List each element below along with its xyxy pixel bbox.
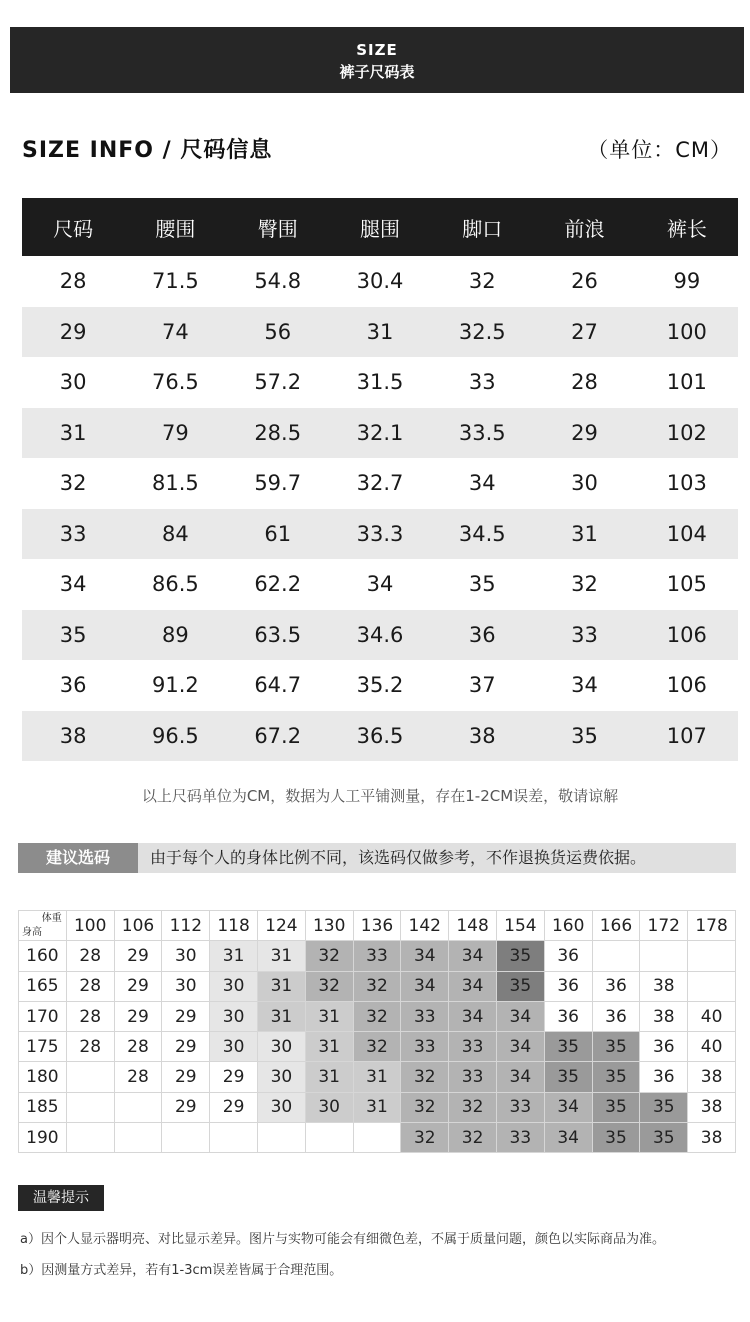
size-cell: 30 xyxy=(571,471,598,496)
size-cell: 71.5 xyxy=(152,269,199,294)
grid-cell: 34 xyxy=(449,941,497,971)
grid-cell: 31 xyxy=(305,1062,353,1092)
grid-cell: 30 xyxy=(210,971,258,1001)
grid-cell: 33 xyxy=(449,1062,497,1092)
grid-cell: 29 xyxy=(162,1032,210,1062)
grid-cell: 34 xyxy=(496,1062,544,1092)
grid-cell: 36 xyxy=(640,1032,688,1062)
grid-weight-header: 142 xyxy=(401,911,449,941)
grid-height-header: 175 xyxy=(19,1032,67,1062)
size-cell: 30 xyxy=(59,370,87,395)
grid-cell: 34 xyxy=(544,1092,592,1122)
grid-cell: 31 xyxy=(305,1001,353,1031)
grid-cell: 34 xyxy=(449,1001,497,1031)
grid-weight-header: 100 xyxy=(66,911,114,941)
grid-cell: 29 xyxy=(210,1062,258,1092)
size-cell: 35 xyxy=(22,610,124,661)
grid-cell: 30 xyxy=(257,1062,305,1092)
grid-row xyxy=(19,1062,736,1092)
grid-cell: 32 xyxy=(305,941,353,971)
grid-row xyxy=(19,1001,736,1031)
size-cell: 36 xyxy=(431,610,533,661)
grid-cell: 30 xyxy=(210,1001,258,1031)
size-cell: 104 xyxy=(636,509,738,560)
tip-a: a）因个人显示器明亮、对比显示差异。图片与实物可能会有细微色差，不属于质量问题，颜色以实际商品为准。 xyxy=(20,1232,665,1247)
grid-cell: 28 xyxy=(66,1001,114,1031)
grid-cell: 30 xyxy=(210,1032,258,1062)
grid-cell xyxy=(66,1123,114,1153)
grid-cell: 32 xyxy=(449,1123,497,1153)
grid-cell xyxy=(688,941,736,971)
grid-cell: 32 xyxy=(353,971,401,1001)
size-cell: 33.5 xyxy=(431,408,533,459)
size-cell: 32.7 xyxy=(356,471,404,496)
grid-cell: 33 xyxy=(449,1032,497,1062)
size-cell: 37 xyxy=(468,673,496,698)
grid-cell: 31 xyxy=(257,971,305,1001)
grid-cell: 30 xyxy=(305,1092,353,1122)
grid-height-header: 180 xyxy=(19,1062,67,1092)
grid-cell xyxy=(353,1123,401,1153)
size-cell: 28 xyxy=(59,269,87,294)
grid-cell: 32 xyxy=(353,1032,401,1062)
grid-weight-header: 124 xyxy=(257,911,305,941)
grid-cell: 40 xyxy=(688,1032,736,1062)
size-cell: 100 xyxy=(636,307,738,358)
grid-cell: 28 xyxy=(66,1032,114,1062)
grid-cell: 28 xyxy=(114,1032,162,1062)
size-cell: 101 xyxy=(666,370,707,395)
size-cell: 29 xyxy=(22,307,124,358)
grid-cell: 36 xyxy=(544,941,592,971)
grid-cell: 36 xyxy=(640,1062,688,1092)
size-row xyxy=(22,357,738,408)
grid-weight-header: 178 xyxy=(688,911,736,941)
size-cell: 62.2 xyxy=(254,572,302,597)
grid-cell: 35 xyxy=(592,1123,640,1153)
grid-weight-header: 172 xyxy=(640,911,688,941)
size-cell: 105 xyxy=(666,572,707,597)
grid-cell: 38 xyxy=(640,1001,688,1031)
grid-cell: 30 xyxy=(257,1032,305,1062)
grid-row xyxy=(19,941,736,971)
grid-cell: 33 xyxy=(496,1123,544,1153)
grid-cell: 34 xyxy=(401,971,449,1001)
tips-label: 温馨提示 xyxy=(18,1185,104,1211)
grid-cell: 35 xyxy=(592,1032,640,1062)
grid-cell: 32 xyxy=(401,1062,449,1092)
grid-cell xyxy=(114,1092,162,1122)
grid-cell: 29 xyxy=(162,1001,210,1031)
size-cell: 106 xyxy=(666,673,707,698)
grid-cell: 28 xyxy=(66,941,114,971)
size-cell: 91.2 xyxy=(152,673,199,698)
size-cell: 27 xyxy=(533,307,635,358)
height-axis-label: 身高 xyxy=(22,927,42,939)
size-table xyxy=(22,198,738,761)
size-cell: 96.5 xyxy=(124,711,226,762)
size-cell: 81.5 xyxy=(152,471,199,496)
grid-cell: 31 xyxy=(353,1092,401,1122)
size-cell: 30.4 xyxy=(356,269,404,294)
grid-cell: 31 xyxy=(257,1001,305,1031)
size-cell: 102 xyxy=(636,408,738,459)
grid-cell: 35 xyxy=(592,1092,640,1122)
grid-cell: 31 xyxy=(305,1032,353,1062)
size-cell: 34.6 xyxy=(329,610,431,661)
size-cell: 38 xyxy=(22,711,124,762)
grid-cell: 38 xyxy=(640,971,688,1001)
grid-weight-header: 130 xyxy=(305,911,353,941)
grid-weight-header: 166 xyxy=(592,911,640,941)
grid-cell: 33 xyxy=(401,1001,449,1031)
size-row xyxy=(22,509,738,560)
grid-cell: 36 xyxy=(544,1001,592,1031)
grid-cell: 32 xyxy=(353,1001,401,1031)
grid-cell: 31 xyxy=(353,1062,401,1092)
size-row xyxy=(22,256,738,307)
size-cell: 33 xyxy=(533,610,635,661)
size-cell: 32 xyxy=(571,572,598,597)
size-cell: 31 xyxy=(22,408,124,459)
size-cell: 89 xyxy=(124,610,226,661)
grid-cell: 28 xyxy=(114,1062,162,1092)
size-cell: 35.2 xyxy=(356,673,404,698)
grid-cell: 30 xyxy=(257,1092,305,1122)
grid-cell: 34 xyxy=(496,1001,544,1031)
grid-cell: 29 xyxy=(114,971,162,1001)
size-col-header: 腰围 xyxy=(124,198,226,256)
size-cell: 34 xyxy=(366,572,394,597)
tip-b: b）因测量方式差异，若有1-3cm误差皆属于合理范围。 xyxy=(20,1263,343,1278)
size-row xyxy=(22,559,738,610)
size-col-header: 裤长 xyxy=(636,198,738,256)
size-cell: 34 xyxy=(59,572,87,597)
size-cell: 64.7 xyxy=(254,673,302,698)
size-cell: 59.7 xyxy=(254,471,302,496)
grid-weight-header: 148 xyxy=(449,911,497,941)
grid-height-header: 170 xyxy=(19,1001,67,1031)
grid-cell: 35 xyxy=(640,1123,688,1153)
banner-title-cn: 裤子尺码表 xyxy=(339,63,415,81)
size-cell: 32.1 xyxy=(329,408,431,459)
size-cell: 32 xyxy=(59,471,87,496)
grid-row xyxy=(19,1032,736,1062)
banner-title-en: SIZE xyxy=(356,41,398,59)
section-heading: SIZE INFO / 尺码信息 xyxy=(22,138,273,163)
size-cell: 36.5 xyxy=(329,711,431,762)
grid-cell: 40 xyxy=(688,1001,736,1031)
title-banner xyxy=(10,27,744,93)
size-cell: 32 xyxy=(468,269,496,294)
size-col-header: 臀围 xyxy=(227,198,329,256)
grid-cell: 38 xyxy=(688,1123,736,1153)
grid-cell xyxy=(210,1123,258,1153)
size-cell: 29 xyxy=(533,408,635,459)
size-table-header xyxy=(22,198,738,256)
grid-cell: 35 xyxy=(496,941,544,971)
grid-weight-header: 154 xyxy=(496,911,544,941)
grid-cell: 32 xyxy=(305,971,353,1001)
size-cell: 107 xyxy=(636,711,738,762)
grid-weight-header: 136 xyxy=(353,911,401,941)
grid-cell: 33 xyxy=(496,1092,544,1122)
size-cell: 67.2 xyxy=(227,711,329,762)
grid-cell xyxy=(162,1123,210,1153)
grid-cell: 34 xyxy=(544,1123,592,1153)
grid-corner xyxy=(19,911,67,941)
grid-cell: 32 xyxy=(401,1092,449,1122)
size-cell: 103 xyxy=(666,471,707,496)
unit-label: （单位：CM） xyxy=(587,138,732,162)
recommend-label: 建议选码 xyxy=(18,843,138,873)
grid-cell: 30 xyxy=(162,971,210,1001)
size-cell: 61 xyxy=(227,509,329,560)
grid-cell xyxy=(66,1062,114,1092)
size-cell: 31 xyxy=(533,509,635,560)
size-cell: 79 xyxy=(124,408,226,459)
size-cell: 74 xyxy=(124,307,226,358)
size-cell: 33 xyxy=(468,370,496,395)
grid-cell xyxy=(257,1123,305,1153)
size-recommendation-grid xyxy=(18,910,736,1153)
grid-cell: 31 xyxy=(257,941,305,971)
grid-cell: 34 xyxy=(496,1032,544,1062)
size-cell: 32.5 xyxy=(431,307,533,358)
grid-cell xyxy=(114,1123,162,1153)
grid-height-header: 185 xyxy=(19,1092,67,1122)
size-cell: 28.5 xyxy=(227,408,329,459)
grid-weight-header: 160 xyxy=(544,911,592,941)
grid-cell: 31 xyxy=(210,941,258,971)
grid-height-header: 160 xyxy=(19,941,67,971)
size-cell: 54.8 xyxy=(254,269,302,294)
grid-cell xyxy=(305,1123,353,1153)
grid-cell xyxy=(640,941,688,971)
size-cell: 33 xyxy=(22,509,124,560)
measurement-note: 以上尺码单位为CM，数据为人工平铺测量，存在1-2CM误差，敬请谅解 xyxy=(141,787,619,805)
size-cell: 34 xyxy=(468,471,496,496)
grid-cell: 33 xyxy=(353,941,401,971)
size-col-header: 尺码 xyxy=(22,198,124,256)
size-cell: 76.5 xyxy=(152,370,199,395)
grid-weight-row xyxy=(19,911,736,941)
size-row xyxy=(22,307,738,358)
grid-height-header: 165 xyxy=(19,971,67,1001)
size-col-header: 前浪 xyxy=(533,198,635,256)
grid-cell: 32 xyxy=(401,1123,449,1153)
grid-weight-header: 118 xyxy=(210,911,258,941)
size-row xyxy=(22,610,738,661)
size-cell: 86.5 xyxy=(152,572,199,597)
grid-cell: 28 xyxy=(66,971,114,1001)
size-cell: 35 xyxy=(468,572,496,597)
grid-weight-header: 112 xyxy=(162,911,210,941)
size-row xyxy=(22,660,738,711)
size-cell: 99 xyxy=(673,269,701,294)
size-cell: 31 xyxy=(329,307,431,358)
size-cell: 84 xyxy=(124,509,226,560)
size-cell: 36 xyxy=(59,673,87,698)
size-cell: 63.5 xyxy=(227,610,329,661)
size-cell: 34.5 xyxy=(431,509,533,560)
grid-height-header: 190 xyxy=(19,1123,67,1153)
grid-cell: 35 xyxy=(592,1062,640,1092)
grid-cell: 30 xyxy=(162,941,210,971)
size-cell: 35 xyxy=(533,711,635,762)
size-cell: 38 xyxy=(431,711,533,762)
size-row xyxy=(22,458,738,509)
grid-cell: 29 xyxy=(162,1092,210,1122)
grid-cell: 33 xyxy=(401,1032,449,1062)
grid-cell: 36 xyxy=(592,971,640,1001)
grid-row xyxy=(19,971,736,1001)
grid-row xyxy=(19,1092,736,1122)
size-col-header: 脚口 xyxy=(431,198,533,256)
grid-cell: 29 xyxy=(114,941,162,971)
recommend-disclaimer: 由于每个人的身体比例不同，该选码仅做参考，不作退换货运费依据。 xyxy=(150,848,647,867)
grid-cell: 29 xyxy=(114,1001,162,1031)
grid-row xyxy=(19,1123,736,1153)
grid-cell: 35 xyxy=(544,1032,592,1062)
size-col-header: 腿围 xyxy=(329,198,431,256)
grid-cell: 35 xyxy=(544,1062,592,1092)
size-cell: 28 xyxy=(571,370,598,395)
grid-cell: 35 xyxy=(496,971,544,1001)
size-row xyxy=(22,408,738,459)
grid-cell: 36 xyxy=(544,971,592,1001)
grid-cell: 38 xyxy=(688,1092,736,1122)
size-row xyxy=(22,711,738,762)
grid-cell: 32 xyxy=(449,1092,497,1122)
size-cell: 26 xyxy=(571,269,598,294)
grid-cell xyxy=(592,941,640,971)
size-cell: 106 xyxy=(636,610,738,661)
grid-cell: 35 xyxy=(640,1092,688,1122)
grid-cell: 34 xyxy=(449,971,497,1001)
grid-cell: 29 xyxy=(162,1062,210,1092)
grid-weight-header: 106 xyxy=(114,911,162,941)
grid-cell xyxy=(688,971,736,1001)
weight-axis-label: 体重 xyxy=(41,913,62,924)
grid-cell: 34 xyxy=(401,941,449,971)
grid-cell: 29 xyxy=(210,1092,258,1122)
grid-cell: 38 xyxy=(688,1062,736,1092)
grid-cell: 36 xyxy=(592,1001,640,1031)
grid-cell xyxy=(66,1092,114,1122)
size-cell: 33.3 xyxy=(329,509,431,560)
size-cell: 34 xyxy=(571,673,598,698)
size-cell: 31.5 xyxy=(356,370,404,395)
size-cell: 57.2 xyxy=(254,370,302,395)
size-cell: 56 xyxy=(227,307,329,358)
